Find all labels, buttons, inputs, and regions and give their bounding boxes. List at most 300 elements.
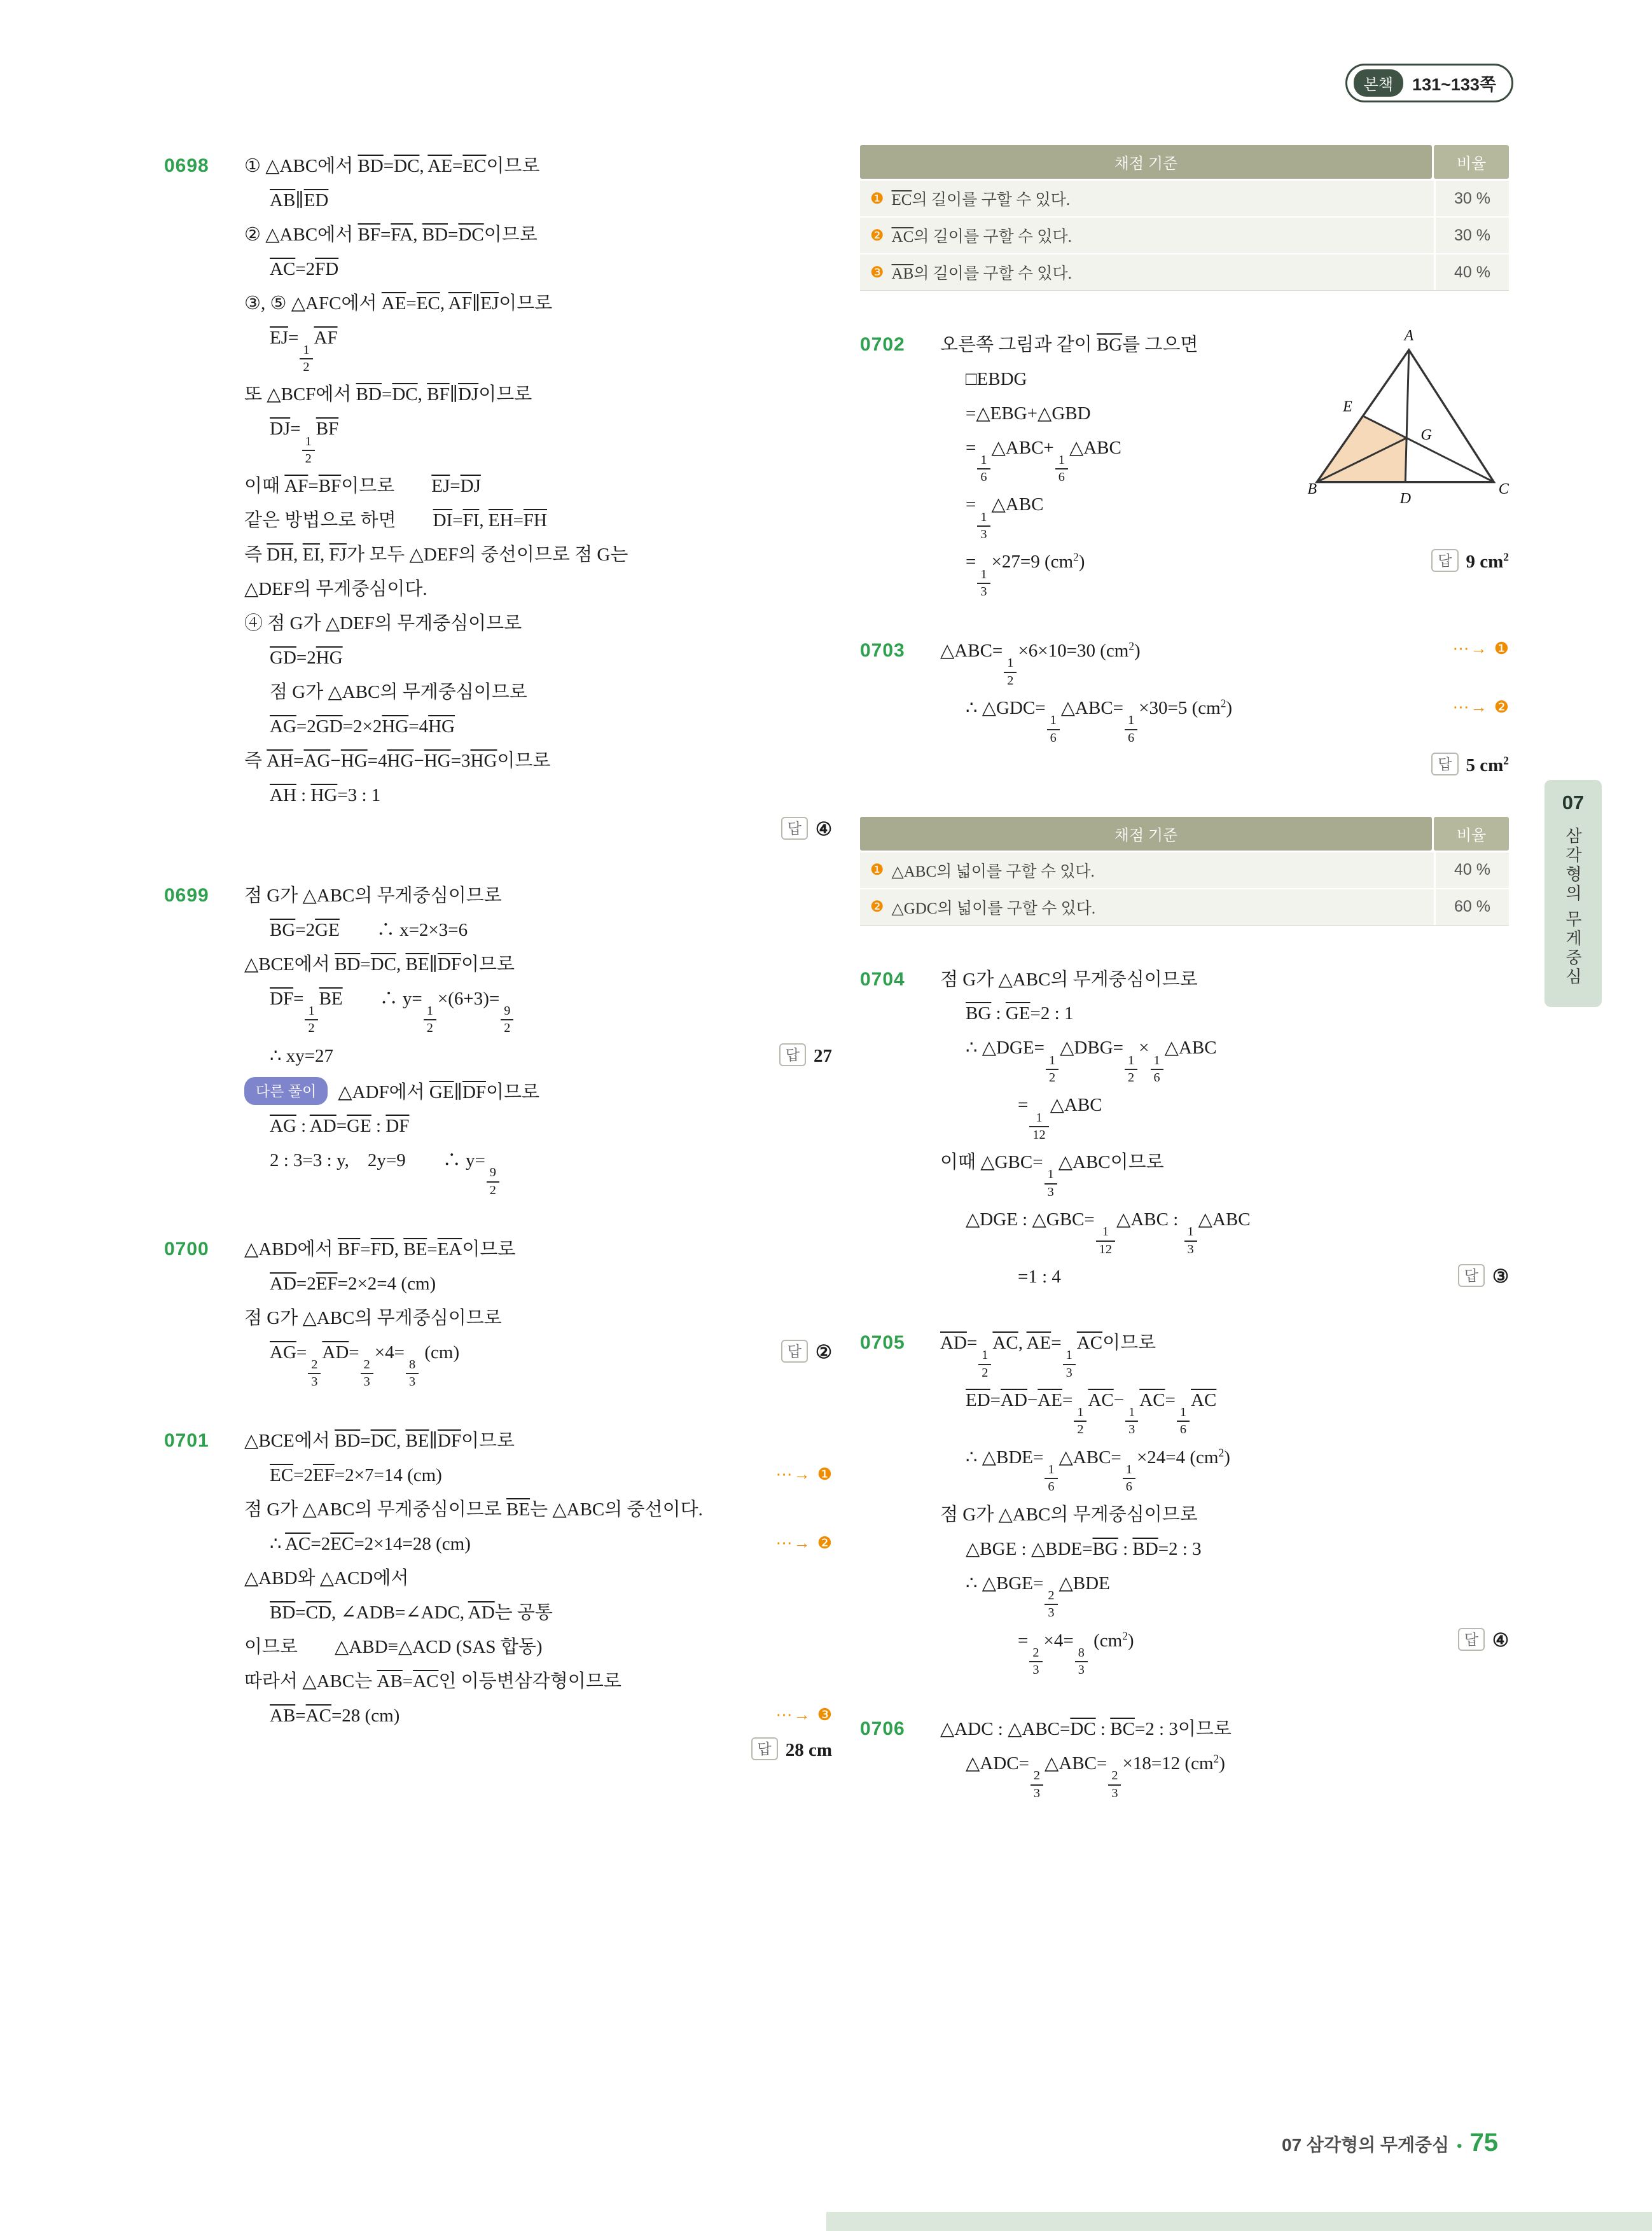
solution-text: $\overline{BG}=2\overline{GE}$ ∴ x=2×3=6	[270, 919, 468, 940]
segment-overline: $\overline{GE}$	[429, 1081, 454, 1102]
step-marker: ❶	[870, 861, 884, 879]
fraction: $\frac{1}{2}$	[303, 1004, 319, 1036]
page-range: 131~133쪽	[1412, 75, 1496, 94]
segment-overline: $\overline{AC}$	[305, 1705, 331, 1726]
segment-overline: $\overline{AH}$	[267, 751, 294, 772]
fraction: $\frac{1}{3}$	[1124, 1405, 1139, 1438]
step-marker: ⋯→ ❶	[1452, 636, 1509, 661]
segment-overline: $\overline{BD}$	[356, 384, 382, 405]
fraction: $\frac{1}{12}$	[1095, 1225, 1116, 1257]
solution-line	[860, 1328, 1509, 1380]
fraction: $\frac{2}{3}$	[1043, 1588, 1059, 1621]
segment-overline: $\overline{FH}$	[523, 510, 547, 531]
answer-value: 28 cm	[785, 1739, 832, 1760]
segment-overline: $\overline{BE}$	[403, 1239, 427, 1260]
solution-line	[244, 782, 832, 810]
rubric-criterion: △GDC의 넓이를 구할 수 있다.	[891, 900, 1096, 917]
fraction: $\frac{2}{3}$	[359, 1358, 375, 1390]
book-label: 본책	[1354, 69, 1403, 97]
solution-line	[940, 1149, 1509, 1200]
segment-overline: $\overline{AD}$	[468, 1602, 495, 1623]
rubric-row	[860, 889, 1509, 926]
solution-text: 이므로 △ABD≡△ACD (SAS 합동)	[244, 1636, 543, 1657]
fraction: $\frac{2}{3}$	[1028, 1646, 1043, 1678]
solution-text: $\overline{AG}=$ $\frac{2}{3}$ $\overline{AD}=$ $\frac{2}{3}$ ×4= $\frac{8}{3}$ (cm)	[270, 1342, 460, 1389]
rubric-percent: 60 %	[1434, 889, 1509, 925]
segment-overline: $\overline{AD}$	[309, 1116, 337, 1137]
segment-overline: $\overline{AE}$	[1038, 1389, 1062, 1410]
segment-overline: $\overline{ED}$	[303, 190, 329, 211]
rubric-percent: 40 %	[1434, 852, 1509, 888]
segment-overline: $\overline{DH}$	[267, 545, 294, 566]
shaded-quad-EBDG	[1317, 416, 1406, 482]
solution-text: $\overline{BG}$ : $\overline{GE}=2$ : 1	[966, 1003, 1074, 1024]
answer	[781, 819, 832, 840]
solution-text: △DGE : △GBC= $\frac{1}{12}$ △ABC : $\frac{1}{3}$ △ABC	[966, 1209, 1251, 1256]
fraction: $\frac{1}{6}$	[1043, 1463, 1059, 1495]
segment-overline: $\overline{GE}$	[347, 1116, 371, 1137]
solution-line	[244, 1077, 832, 1107]
segment-overline: $\overline{BC}$	[1110, 1719, 1135, 1740]
segment-overline: $\overline{FJ}$	[329, 545, 347, 566]
segment-overline: $\overline{BG}$	[966, 1003, 992, 1024]
rubric-header-criteria: 채점 기준	[860, 817, 1432, 851]
solution-text: $\overline{ED}=\overline{AD}-\overline{AE}=$ $\frac{1}{2}$ $\overline{AC}-$ $\frac{1}{3}$ $\overline{AC}=$ $\frac{1}{6}$ $\overline{AC}$	[966, 1389, 1217, 1437]
segment-overline: $\overline{DJ}$	[270, 419, 291, 440]
fraction: $\frac{1}{6}$	[1176, 1405, 1191, 1438]
solution-text: = $\frac{1}{6}$ △ABC+ $\frac{1}{6}$ △ABC	[966, 437, 1121, 485]
solution-text: ∴ △DGE= $\frac{1}{2}$ △DBG= $\frac{1}{2}$ × $\frac{1}{6}$ △ABC	[966, 1038, 1217, 1085]
segment-overline: $\overline{BD}$	[334, 1431, 361, 1452]
chapter-side-tab	[1544, 780, 1602, 1007]
segment-overline: $\overline{BD}$	[270, 1602, 296, 1623]
solution-text: $\overline{AD}=2\overline{EF}=2\times 2=4$ (cm)	[270, 1273, 436, 1294]
problem-0699	[164, 881, 832, 1198]
segment-overline: $\overline{BD}$	[1132, 1538, 1158, 1559]
segment-overline: $\overline{AB}$	[270, 190, 296, 211]
solution-text: = $\frac{1}{3}$ ×27=9 $(cm^2)$	[966, 550, 1085, 599]
solution-line	[244, 1113, 832, 1141]
segment-overline: $\overline{DF}$	[270, 988, 294, 1009]
fraction: $\frac{1}{2}$	[422, 1004, 438, 1036]
segment-overline: $\overline{GD}$	[316, 716, 343, 737]
segment-overline: $\overline{DF}$	[385, 1116, 410, 1137]
segment-overline: $\overline{AC}$	[270, 258, 296, 279]
answer-label: 답	[751, 1737, 778, 1760]
rubric-header-ratio: 비율	[1434, 145, 1509, 179]
solution-text: $\overline{AB}=\overline{AC}=28$ (cm)	[270, 1705, 400, 1726]
answer	[1431, 548, 1509, 576]
footer-page-number: 75	[1469, 2129, 1498, 2157]
solution-text: $\overline{BD}=\overline{CD}$, ∠ADB=∠ADC, $\overline{AD}$는 공통	[270, 1602, 553, 1623]
segment-overline: $\overline{BG}$	[1092, 1538, 1118, 1559]
segment-overline: $\overline{GE}$	[1005, 1003, 1031, 1024]
segment-overline: $\overline{AE}$	[427, 156, 452, 176]
solution-line	[940, 695, 1509, 746]
solution-text: = $\frac{1}{3}$ △ABC	[966, 494, 1044, 541]
problem-number: 0702	[860, 334, 905, 355]
segment-overline: $\overline{AD}$	[270, 1273, 296, 1294]
solution-text: △BCE에서 $\overline{BD}=\overline{DC}$, $\overline{BE}\parallel\overline{DF}$이므로	[244, 954, 515, 975]
solution-line	[940, 1092, 1509, 1143]
solution-line	[164, 151, 832, 181]
segment-overline: $\overline{AH}$	[270, 785, 296, 806]
segment-overline: $\overline{FD}$	[315, 258, 339, 279]
solution-text: $\overline{AG}=2\overline{GD}=2\times 2\overline{HG}=4\overline{HG}$	[270, 716, 455, 737]
segment-overline: $\overline{EI}$	[302, 545, 321, 566]
solution-text: 점 G가 △ABC의 무게중심이므로	[940, 969, 1198, 990]
solution-text: 즉 $\overline{AH}=\overline{AG}-\overline{HG}=4\overline{HG}-\overline{HG}=3\overline{HG}$이므로	[244, 751, 551, 772]
solution-text: = $\frac{1}{12}$ △ABC	[1018, 1095, 1102, 1142]
fraction: $\frac{1}{2}$	[1003, 656, 1018, 688]
solution-text: $\overline{GD}=2\overline{HG}$	[270, 648, 343, 669]
segment-overline: $\overline{BF}$	[357, 224, 380, 245]
segment-overline: $\overline{AD}$	[940, 1333, 967, 1354]
solution-line	[244, 1531, 832, 1559]
segment-overline: $\overline{GE}$	[315, 919, 340, 940]
segment-overline: $\overline{HG}$	[382, 716, 409, 737]
segment-overline: $\overline{DF}$	[462, 1081, 487, 1102]
fraction: $\frac{1}{3}$	[1062, 1348, 1077, 1380]
problem-0700	[164, 1235, 832, 1389]
rubric-criterion: △ABC의 넓이를 구할 수 있다.	[891, 863, 1095, 880]
answer-value: ④	[1492, 1630, 1509, 1651]
segment-overline: $\overline{HG}$	[340, 751, 368, 772]
answer-label: 답	[779, 1043, 806, 1066]
solution-text: 즉 $\overline{DH}$, $\overline{EI}$, $\overline{FJ}$가 모두 △DEF의 중선이므로 점 G는	[244, 545, 628, 566]
fraction: $\frac{8}{3}$	[405, 1358, 420, 1390]
fraction: $\frac{9}{2}$	[485, 1165, 501, 1198]
solution-text: ② △ABC에서 $\overline{BF}=\overline{FA}$, $\overline{BD}=\overline{DC}$이므로	[244, 224, 538, 245]
problem-number: 0698	[164, 155, 209, 176]
solution-line	[244, 381, 832, 409]
segment-overline: $\overline{AC}$	[891, 228, 914, 246]
segment-overline: $\overline{DC}$	[458, 224, 484, 245]
solution-text: □EBDG	[966, 368, 1027, 389]
fraction: $\frac{1}{3}$	[976, 510, 991, 543]
step-marker: ❸	[870, 263, 884, 281]
segment-overline: $\overline{GD}$	[270, 648, 296, 669]
solution-text: $\overline{DJ}=$ $\frac{1}{2}$ $\overline{BF}$	[270, 419, 339, 466]
segment-overline: $\overline{DI}$	[433, 510, 453, 531]
problem-number: 0700	[164, 1239, 209, 1260]
solution-line	[244, 713, 832, 741]
figure-label-d: D	[1399, 490, 1411, 508]
solution-line	[940, 1387, 1509, 1438]
segment-overline: $\overline{BD}$	[422, 224, 448, 245]
segment-overline: $\overline{EC}$	[270, 1464, 294, 1485]
fraction: $\frac{1}{3}$	[1183, 1225, 1198, 1257]
solution-line	[244, 1737, 832, 1765]
problem-0701	[164, 1426, 832, 1765]
segment-overline: $\overline{HG}$	[310, 785, 338, 806]
segment-overline: $\overline{AB}$	[891, 265, 914, 282]
answer	[751, 1740, 833, 1760]
solution-line	[244, 917, 832, 945]
solution-line	[244, 1305, 832, 1333]
solution-text: $\overline{AH}$ : $\overline{HG}=3$ : 1	[270, 785, 381, 806]
problem-number: 0705	[860, 1332, 905, 1354]
segment-overline: $\overline{EJ}$	[480, 293, 499, 314]
segment-overline: $\overline{BF}$	[318, 476, 342, 497]
rubric-row	[860, 852, 1509, 889]
segment-overline: $\overline{AC}$	[1191, 1389, 1217, 1410]
solution-line	[940, 1444, 1509, 1495]
solution-line	[244, 644, 832, 672]
segment-overline: $\overline{FI}$	[462, 510, 480, 531]
solution-line	[244, 679, 832, 707]
rubric-header-criteria: 채점 기준	[860, 145, 1432, 179]
segment-overline: $\overline{EC}$	[891, 191, 912, 209]
fraction: $\frac{1}{3}$	[976, 567, 991, 600]
segment-overline: $\overline{AF}$	[448, 293, 472, 314]
fraction: $\frac{1}{2}$	[1045, 1053, 1060, 1086]
solution-line	[244, 747, 832, 775]
segment-overline: $\overline{AC}$	[413, 1671, 439, 1692]
solution-text: $\overline{EJ}=$ $\frac{1}{2}$ $\overline{AF}$	[270, 327, 338, 375]
segment-overline: $\overline{DF}$	[437, 1431, 461, 1452]
segment-overline: $\overline{BE}$	[506, 1499, 531, 1520]
bottom-edge-strip	[826, 2212, 1652, 2231]
segment-overline: $\overline{AF}$	[314, 327, 338, 348]
fraction: $\frac{1}{12}$	[1028, 1111, 1050, 1143]
solution-text: ∴ △GDC= $\frac{1}{6}$ △ABC= $\frac{1}{6}$ ×30=5 $(cm^2)$	[966, 697, 1233, 745]
segment-overline: $\overline{AF}$	[284, 476, 309, 497]
solution-line	[164, 1235, 832, 1264]
answer-value: ③	[1492, 1267, 1509, 1288]
fraction: $\frac{1}{2}$	[1072, 1405, 1088, 1438]
fraction: $\frac{2}{3}$	[1029, 1769, 1045, 1801]
solution-line	[860, 965, 1509, 994]
solution-line	[244, 507, 832, 535]
left-column	[164, 145, 832, 1802]
segment-overline: $\overline{EC}$	[462, 156, 487, 176]
solution-line	[244, 324, 832, 375]
segment-overline: $\overline{HG}$	[387, 751, 414, 772]
answer-value: 27	[814, 1045, 832, 1066]
segment-overline: $\overline{AG}$	[270, 1116, 296, 1137]
figure-label-c: C	[1498, 481, 1509, 498]
solution-text: ③, ⑤ △AFC에서 $\overline{AE}=\overline{EC}$, $\overline{AF}\parallel\overline{EJ}$이므로	[244, 293, 553, 314]
solution-line	[244, 256, 832, 284]
answer-label: 답	[1431, 753, 1458, 775]
fraction: $\frac{8}{3}$	[1074, 1646, 1089, 1678]
segment-overline: $\overline{BE}$	[405, 954, 429, 975]
fraction: $\frac{1}{2}$	[977, 1348, 992, 1380]
solution-text: $\overline{EC}=2\overline{EF}=2\times 7=14$ (cm)	[270, 1464, 442, 1485]
solution-text: 점 G가 △ABC의 무게중심이므로	[244, 1307, 502, 1328]
solution-line	[244, 1702, 832, 1730]
fraction: $\frac{1}{6}$	[1121, 1463, 1137, 1495]
solution-text: ① △ABC에서 $\overline{BD}=\overline{DC}$, $\overline{AE}=\overline{EC}$이므로	[244, 156, 540, 176]
step-marker: ❷	[870, 898, 884, 916]
segment-overline: $\overline{EC}$	[416, 293, 440, 314]
rubric-criterion: $\overline{AB}$의 길이를 구할 수 있다.	[891, 265, 1072, 282]
step-marker: ❷	[870, 226, 884, 244]
segment-overline: $\overline{FA}$	[391, 224, 413, 245]
solution-text: 이때 △GBC= $\frac{1}{3}$ △ABC이므로	[940, 1152, 1164, 1199]
solution-text: 따라서 △ABC는 $\overline{AB}=\overline{AC}$인 이등변삼각형이므로	[244, 1671, 621, 1692]
segment-overline: $\overline{AD}$	[1001, 1389, 1027, 1410]
solution-line	[860, 1714, 1509, 1744]
solution-line	[860, 636, 1509, 688]
figure-label-e: E	[1343, 398, 1352, 415]
solution-text: △BGE : $\triangle BDE=\overline{BG}$ : $\overline{BD}=2$ : 3	[966, 1538, 1202, 1559]
figure-label-a: A	[1404, 328, 1414, 345]
problem-0706	[860, 1714, 1509, 1800]
rubric-header	[860, 145, 1509, 179]
answer	[1458, 1627, 1509, 1655]
right-column	[860, 145, 1509, 1838]
answer	[781, 1339, 832, 1367]
fraction: $\frac{2}{3}$	[307, 1358, 322, 1390]
segment-overline: $\overline{BD}$	[357, 156, 384, 176]
segment-overline: $\overline{DF}$	[437, 954, 461, 975]
segment-overline: $\overline{ED}$	[966, 1389, 990, 1410]
segment-overline: $\overline{BE}$	[319, 988, 343, 1009]
problem-number: 0706	[860, 1718, 905, 1740]
fraction: $\frac{9}{2}$	[499, 1004, 515, 1036]
triangle-figure-svg	[1303, 326, 1513, 510]
fraction: $\frac{1}{6}$	[1054, 453, 1069, 485]
solution-line	[940, 1627, 1509, 1678]
fraction: $\frac{2}{3}$	[1107, 1769, 1122, 1801]
segment-overline: $\overline{DJ}$	[460, 476, 481, 497]
rubric-percent: 40 %	[1434, 254, 1509, 290]
segment-overline: $\overline{BG}$	[1096, 335, 1123, 355]
answer-label: 답	[781, 1340, 808, 1363]
solution-line	[244, 576, 832, 604]
rubric-row	[860, 254, 1509, 291]
solution-text: △ABC= $\frac{1}{2}$ ×6×10=30 $(cm^2)$	[940, 639, 1141, 688]
solution-line	[244, 985, 832, 1036]
answer-value: ④	[816, 819, 832, 840]
answer-value: 9 $cm^2$	[1466, 550, 1509, 573]
solution-line	[940, 752, 1509, 780]
segment-overline: $\overline{EF}$	[316, 1273, 338, 1294]
answer	[1431, 755, 1509, 775]
solution-text: $\overline{AB}\parallel\overline{ED}$	[270, 190, 329, 211]
solution-line	[940, 1501, 1509, 1529]
answer-value: 5 $cm^2$	[1466, 754, 1509, 775]
step-marker: ⋯→ ❷	[775, 1531, 832, 1555]
segment-overline: $\overline{DC}$	[1070, 1719, 1096, 1740]
solution-text: △ADC= $\frac{2}{3}$ △ABC= $\frac{2}{3}$ ×18=12 $(cm^2)$	[966, 1752, 1225, 1800]
problem-0704	[860, 965, 1509, 1291]
solution-text: 또 △BCF에서 $\overline{BD}=\overline{DC}$, $\overline{BF}\parallel\overline{DJ}$이므로	[244, 384, 532, 405]
rubric-percent: 30 %	[1434, 181, 1509, 216]
segment-overline: $\overline{AB}$	[270, 1705, 296, 1726]
solution-text: ∴ △BGE= $\frac{2}{3}$ △BDE	[966, 1573, 1110, 1620]
segment-overline: $\overline{HG}$	[470, 751, 497, 772]
step-marker: ⋯→ ❷	[1452, 695, 1509, 719]
solution-text: $\overline{AG}$ : $\overline{AD}=\overline{GE}$ : $\overline{DF}$	[270, 1116, 410, 1137]
median-AD	[1405, 350, 1409, 482]
segment-overline: $\overline{BF}$	[337, 1239, 361, 1260]
rubric-header-ratio: 비율	[1434, 817, 1509, 851]
solution-line	[244, 541, 832, 569]
rubric-criterion: $\overline{EC}$의 길이를 구할 수 있다.	[891, 191, 1071, 209]
solution-line	[244, 1339, 832, 1390]
segment-overline: $\overline{AD}$	[322, 1342, 349, 1363]
answer-label: 답	[1431, 549, 1458, 572]
solution-text: △BCE에서 $\overline{BD}=\overline{DC}$, $\overline{BE}\parallel\overline{DF}$이므로	[244, 1431, 515, 1452]
solution-text: = $\frac{2}{3}$ ×4= $\frac{8}{3}$ $(cm^2)$	[1018, 1629, 1134, 1678]
solution-line	[940, 1536, 1509, 1564]
segment-overline: $\overline{AC}$	[1139, 1389, 1165, 1410]
segment-overline: $\overline{DC}$	[394, 156, 420, 176]
solution-line	[244, 415, 832, 466]
fraction: $\frac{1}{2}$	[301, 434, 316, 467]
solution-text: $\overline{AD}=$ $\frac{1}{2}$ $\overline{AC}$, $\overline{AE}=$ $\frac{1}{3}$ $\overline{AC}$이므로	[940, 1333, 1156, 1380]
segment-overline: $\overline{AC}$	[285, 1533, 311, 1554]
problem-number: 0701	[164, 1430, 209, 1452]
triangle-figure	[1303, 326, 1513, 510]
segment-overline: $\overline{BE}$	[405, 1431, 429, 1452]
solution-line	[244, 1147, 832, 1198]
solution-line	[244, 610, 832, 638]
solution-text: ∴ xy=27	[270, 1045, 334, 1066]
answer	[779, 1043, 832, 1071]
solution-line	[244, 1462, 832, 1490]
solution-text: 점 G가 △ABC의 무게중심이므로	[244, 886, 502, 907]
solution-line	[940, 1750, 1509, 1801]
segment-overline: $\overline{FD}$	[370, 1239, 394, 1260]
segment-overline: $\overline{EF}$	[312, 1464, 335, 1485]
segment-overline: $\overline{AG}$	[303, 751, 331, 772]
solution-line	[244, 1668, 832, 1696]
solution-text: 점 G가 △ABC의 무게중심이므로	[270, 682, 527, 703]
figure-label-g: G	[1420, 426, 1432, 443]
problem-0702	[860, 330, 1509, 599]
segment-overline: $\overline{HG}$	[316, 648, 343, 669]
footer-chapter-title: 07 삼각형의 무게중심	[1282, 2135, 1450, 2155]
solution-text: ∴ △BDE= $\frac{1}{6}$ △ABC= $\frac{1}{6}$ ×24=4 $(cm^2)$	[966, 1446, 1230, 1494]
problem-number: 0699	[164, 885, 209, 907]
solution-line	[244, 187, 832, 215]
segment-overline: $\overline{DC}$	[370, 954, 396, 975]
solution-text: 점 G가 △ABC의 무게중심이므로 $\overline{BE}$는 △ABC의 중선이다.	[244, 1499, 703, 1520]
solution-text: △DEF의 무게중심이다.	[244, 579, 427, 600]
solution-text: 이때 $\overline{AF}=\overline{BF}$이므로 $\overline{EJ}=\overline{DJ}$	[244, 476, 481, 497]
segment-overline: $\overline{EH}$	[488, 510, 513, 531]
segment-overline: $\overline{AG}$	[270, 1342, 296, 1363]
segment-overline: $\overline{AG}$	[270, 716, 296, 737]
solution-line	[244, 951, 832, 979]
segment-overline: $\overline{DJ}$	[458, 384, 479, 405]
step-marker: ⋯→ ❶	[775, 1462, 832, 1487]
solution-line	[940, 1000, 1509, 1028]
segment-overline: $\overline{EA}$	[437, 1239, 462, 1260]
solution-line	[244, 290, 832, 318]
solution-text: =△EBG+△GBD	[966, 403, 1091, 424]
chapter-title-vertical: 삼각형의 무게중심	[1563, 827, 1583, 987]
answer-value: ②	[816, 1342, 832, 1363]
segment-overline: $\overline{AC}$	[992, 1333, 1018, 1354]
solution-text: △ADF에서 $\overline{GE}\parallel\overline{DF}$이므로	[338, 1081, 540, 1102]
segment-overline: $\overline{EJ}$	[431, 476, 450, 497]
segment-overline: $\overline{BG}$	[270, 919, 296, 940]
solution-text: △ADC : $\triangle ABC=\overline{DC}$ : $\overline{BC}=2$ : 3이므로	[940, 1719, 1232, 1740]
solution-line	[164, 881, 832, 910]
rubric-row	[860, 181, 1509, 218]
answer	[1458, 1263, 1509, 1291]
solution-line	[244, 1496, 832, 1524]
solution-line	[244, 1599, 832, 1627]
segment-overline: $\overline{CD}$	[305, 1602, 331, 1623]
answer-label: 답	[1458, 1628, 1485, 1651]
segment-overline: $\overline{AC}$	[1076, 1333, 1103, 1354]
